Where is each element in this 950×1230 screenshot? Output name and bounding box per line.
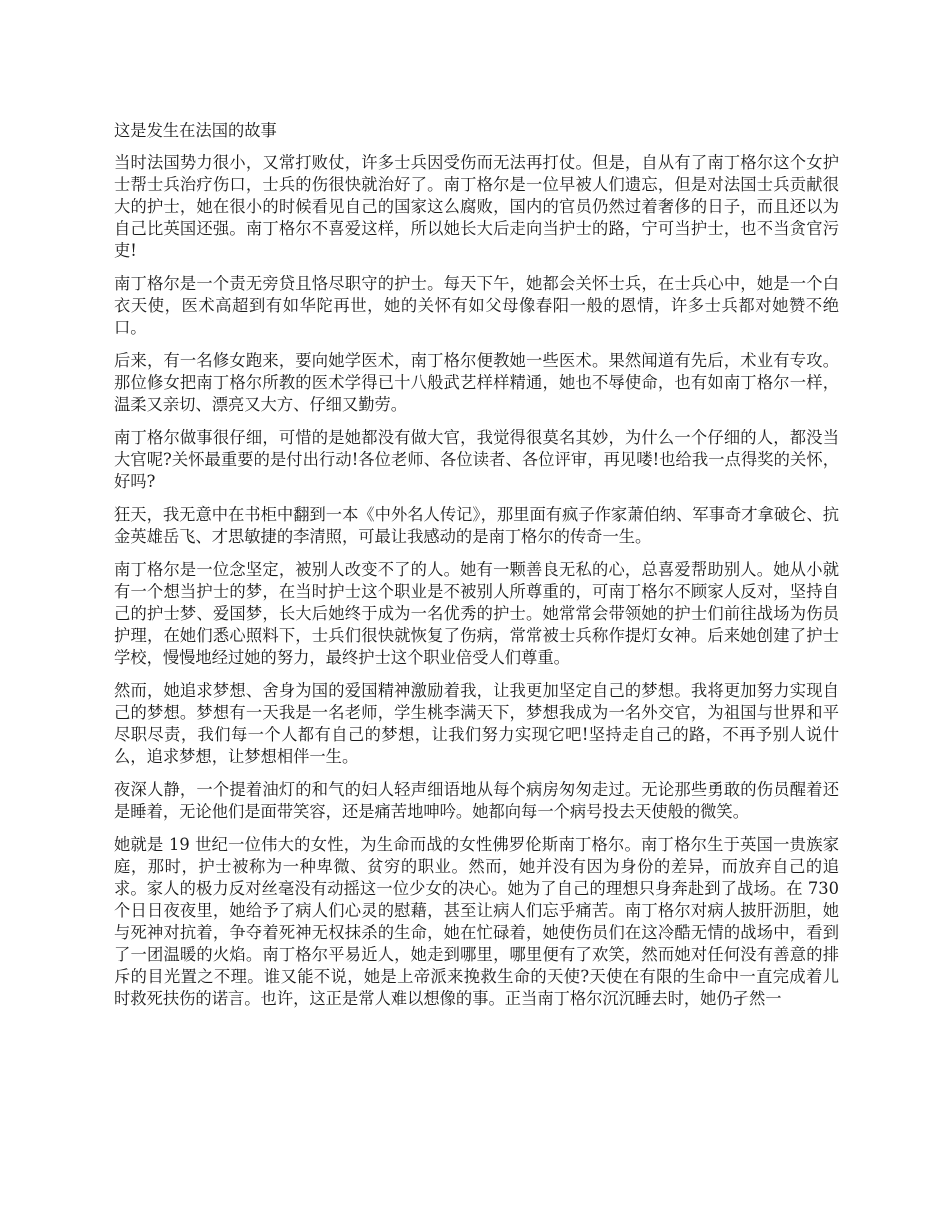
paragraph: 狂天，我无意中在书柜中翻到一本《中外名人传记》，那里面有疯子作家萧伯纳、军事奇才拿破仑、抗金英雄岳飞、才思敏捷的李清照，可最让我感动的是南丁格尔的传奇一生。 — [114, 505, 839, 546]
paragraph: 南丁格尔是一个责无旁贷且恪尽职守的护士。每天下午，她都会关怀士兵，在士兵心中，她是一个白衣天使，医术高超到有如华陀再世，她的关怀有如父母像春阳一般的恩情，许多士兵都对她赞不绝口。 — [114, 274, 839, 337]
document-title: 这是发生在法国的故事 — [114, 121, 277, 140]
document-body — [114, 120, 839, 1021]
paragraph: 她就是 19 世纪一位伟大的女性，为生命而战的女性佛罗伦斯南丁格尔。南丁格尔生于英国一贵族家庭，那时，护士被称为一种卑微、贫穷的职业。然而，她并没有因为身份的差异，而放弃自己的追求。家人的极力反对丝毫没有动摇这一位少女的决心。她为了自己的理想只身奔赴到了战场。在 730 个日日夜夜里，她给予了病人们心灵的慰藉，甚至让病人们忘乎痛苦。南丁格尔对病人披肝沥胆，她与死神对抗着，争夺着死神无权抹杀的生命，她在忙碌着，她使伤员们在这冷酷无情的战场中，看到了一团温暖的火焰。南丁格尔平易近人，她走到哪里，哪里便有了欢笑，然而她对任何没有善意的排斥的目光置之不理。谁又能不说，她是上帝派来挽救生命的天使?天使在有限的生命中一直完成着儿时救死扶伤的诺言。也许，这正是常人难以想像的事。正当南丁格尔沉沉睡去时，她仍孑然一 — [114, 835, 839, 1008]
paragraph: 南丁格尔是一位念坚定，被别人改变不了的人。她有一颗善良无私的心，总喜爱帮助别人。她从小就有一个想当护士的梦，在当时护士这个职业是不被别人所尊重的，可南丁格尔不顾家人反对，坚持自己的护士梦、爱国梦，长大后她终于成为一名优秀的护士。她常常会带领她的护士们前往战场为伤员护理，在她们悉心照料下，士兵们很快就恢复了伤病，常常被士兵称作提灯女神。后来她创建了护士学校，慢慢地经过她的努力，最终护士这个职业倍受人们尊重。 — [114, 560, 839, 667]
paragraph: 夜深人静，一个提着油灯的和气的妇人轻声细语地从每个病房匆匆走过。无论那些勇敢的伤员醒着还是睡着，无论他们是面带笑容，还是痛苦地呻吟。她都向每一个病号投去天使般的微笑。 — [114, 780, 839, 821]
paragraph: 南丁格尔做事很仔细，可惜的是她都没有做大官，我觉得很莫名其妙，为什么一个仔细的人，都没当大官呢?关怀最重要的是付出行动!各位老师、各位读者、各位评审，再见喽!也给我一点得奖的关怀，好吗? — [114, 428, 839, 491]
paragraph: 后来，有一名修女跑来，要向她学医术，南丁格尔便教她一些医术。果然闻道有先后，术业有专攻。那位修女把南丁格尔所教的医术学得已十八般武艺样样精通，她也不辱使命，也有如南丁格尔一样，温柔又亲切、漂亮又大方、仔细又勤劳。 — [114, 351, 839, 414]
paragraph: 当时法国势力很小，又常打败仗，许多士兵因受伤而无法再打仗。但是，自从有了南丁格尔这个女护士帮士兵治疗伤口，士兵的伤很快就治好了。南丁格尔是一位早被人们遗忘，但是对法国士兵贡献很大的护士，她在很小的时候看见自己的国家这么腐败，国内的官员仍然过着奢侈的日子，而且还以为自己比英国还强。南丁格尔不喜爱这样，所以她长大后走向当护士的路，宁可当护士，也不当贪官污吏! — [114, 153, 839, 260]
paragraph: 然而，她追求梦想、舍身为国的爱国精神激励着我，让我更加坚定自己的梦想。我将更加努力实现自己的梦想。梦想有一天我是一名老师，学生桃李满天下，梦想我成为一名外交官，为祖国与世界和平尽职尽责，我们每一个人都有自己的梦想，让我们努力实现它吧!坚持走自己的路，不再予别人说什么，追求梦想，让梦想相伴一生。 — [114, 681, 839, 766]
